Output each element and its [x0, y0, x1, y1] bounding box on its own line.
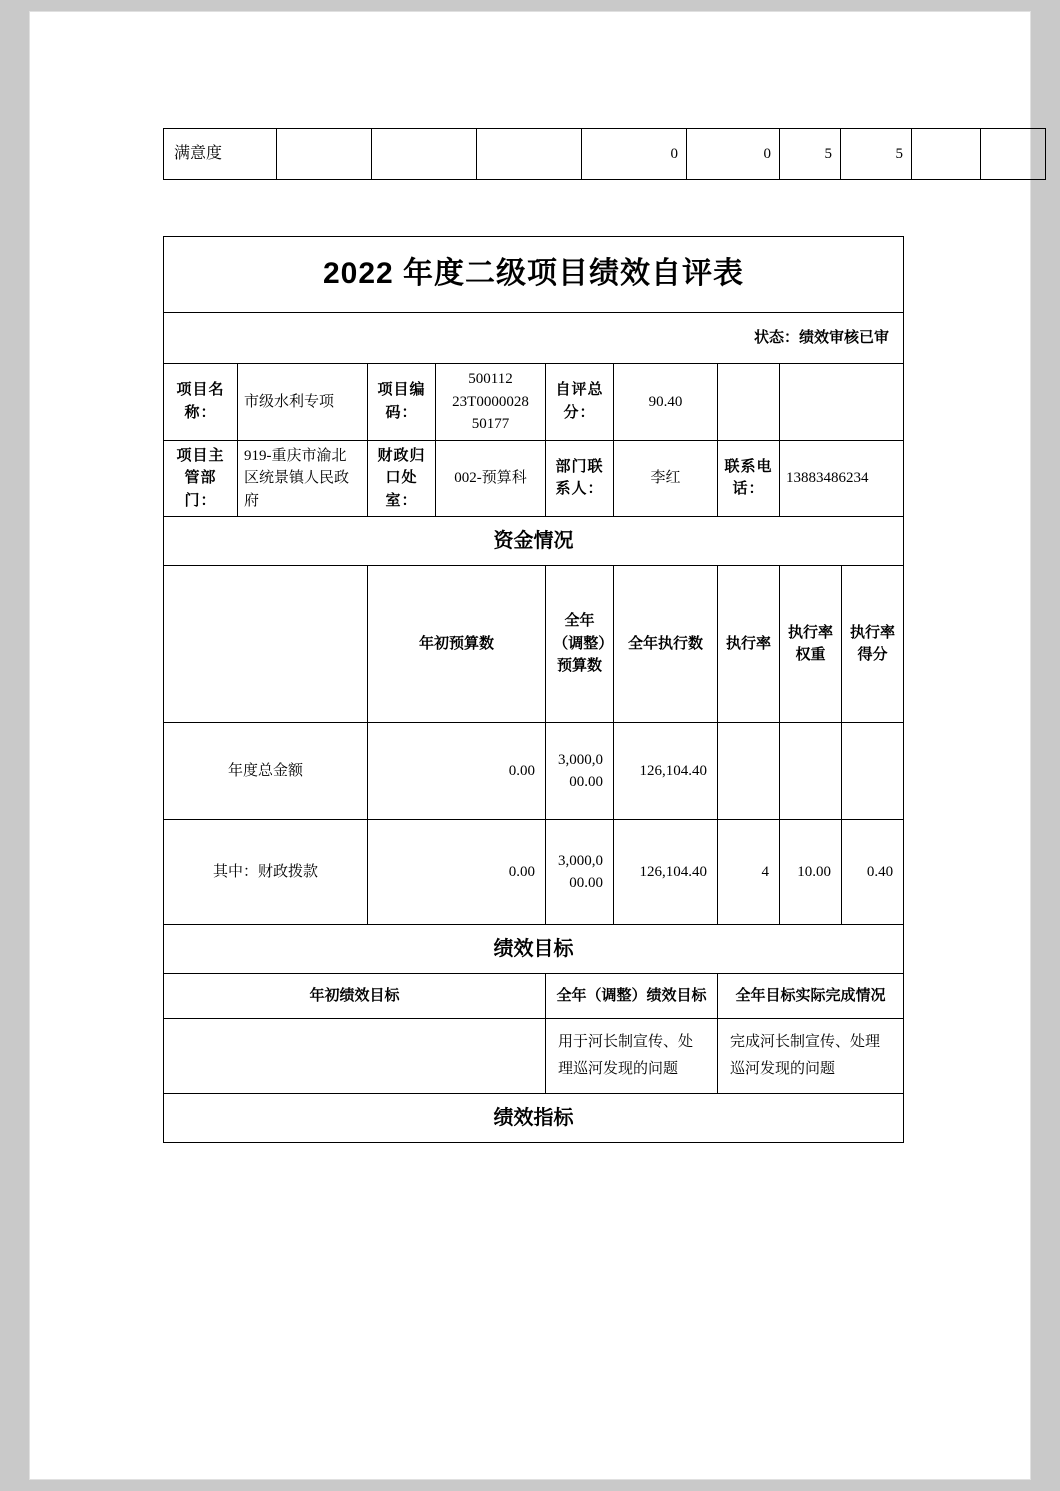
dept-value: 919-重庆市渝北区统景镇人民政府 — [238, 440, 368, 517]
status-row — [164, 313, 904, 364]
strip-cell-9 — [981, 129, 1046, 180]
title-row — [164, 237, 904, 313]
funds-row-score-total — [842, 723, 904, 820]
project-info-blank-2 — [780, 364, 904, 441]
indicators-section-row — [164, 1094, 904, 1143]
project-name-label: 项目名称： — [164, 364, 238, 441]
funds-row-adjusted-budget-fiscal: 3,000,000.00 — [546, 820, 614, 925]
goal-adjusted-value: 用于河长制宣传、处理巡河发现的问题 — [546, 1019, 718, 1094]
goals-section-title: 绩效目标 — [164, 925, 904, 974]
contact-phone-label: 联系电话： — [718, 440, 780, 517]
funds-row-name-fiscal: 其中：财政拨款 — [164, 820, 368, 925]
spacer — [163, 180, 903, 236]
funds-row-rate-fiscal: 4 — [718, 820, 780, 925]
funds-row-begin-budget-total: 0.00 — [368, 723, 546, 820]
table-row — [164, 129, 1046, 180]
performance-self-evaluation-table — [163, 236, 904, 1143]
strip-cell-4: 0 — [582, 129, 687, 180]
funds-header-begin-budget: 年初预算数 — [368, 566, 546, 723]
strip-cell-5: 0 — [687, 129, 780, 180]
dept-info-row — [164, 440, 904, 517]
strip-cell-3 — [477, 129, 582, 180]
project-info-row — [164, 364, 904, 441]
funds-row-rate-total — [718, 723, 780, 820]
page-title: 2022 年度二级项目绩效自评表 — [164, 237, 904, 313]
project-code-label: 项目编码： — [368, 364, 436, 441]
dept-label: 项目主管部门： — [164, 440, 238, 517]
funds-header-weight: 执行率权重 — [780, 566, 842, 723]
self-score-value: 90.40 — [614, 364, 718, 441]
strip-cell-6: 5 — [780, 129, 841, 180]
goals-header-actual: 全年目标实际完成情况 — [718, 974, 904, 1019]
finance-office-label: 财政归口处室： — [368, 440, 436, 517]
funds-header-rate: 执行率 — [718, 566, 780, 723]
document-page — [30, 12, 1030, 1479]
strip-cell-7: 5 — [841, 129, 912, 180]
finance-office-value: 002-预算科 — [436, 440, 546, 517]
strip-cell-2 — [372, 129, 477, 180]
funds-row-weight-total — [780, 723, 842, 820]
funds-section-title: 资金情况 — [164, 517, 904, 566]
project-name-value: 市级水利专项 — [238, 364, 368, 441]
funds-row-executed-total: 126,104.40 — [614, 723, 718, 820]
goal-begin-value — [164, 1019, 546, 1094]
funds-row-name-total: 年度总金额 — [164, 723, 368, 820]
contact-person-label: 部门联系人： — [546, 440, 614, 517]
contact-phone-value: 13883486234 — [780, 440, 904, 517]
funds-row-begin-budget-fiscal: 0.00 — [368, 820, 546, 925]
funds-row-adjusted-budget-total: 3,000,000.00 — [546, 723, 614, 820]
status-badge: 状态：绩效审核已审 — [164, 313, 904, 364]
goals-value-row — [164, 1019, 904, 1094]
goals-section-row — [164, 925, 904, 974]
goals-header-adjusted: 全年（调整）绩效目标 — [546, 974, 718, 1019]
funds-row-executed-fiscal: 126,104.40 — [614, 820, 718, 925]
funds-header-row — [164, 566, 904, 723]
document-content — [163, 128, 903, 1143]
project-code-value: 500112 23T0000028 50177 — [436, 364, 546, 441]
project-info-blank-1 — [718, 364, 780, 441]
funds-row-weight-fiscal: 10.00 — [780, 820, 842, 925]
funds-header-score: 执行率得分 — [842, 566, 904, 723]
satisfaction-strip-table — [163, 128, 1046, 180]
funds-header-adjusted-budget: 全年（调整）预算数 — [546, 566, 614, 723]
goal-actual-value: 完成河长制宣传、处理巡河发现的问题 — [718, 1019, 904, 1094]
goals-header-begin: 年初绩效目标 — [164, 974, 546, 1019]
funds-header-executed: 全年执行数 — [614, 566, 718, 723]
funds-section-row — [164, 517, 904, 566]
strip-cell-1 — [277, 129, 372, 180]
indicators-section-title: 绩效指标 — [164, 1094, 904, 1143]
funds-header-blank — [164, 566, 368, 723]
satisfaction-label: 满意度 — [164, 129, 277, 180]
contact-person-value: 李红 — [614, 440, 718, 517]
strip-cell-8 — [912, 129, 981, 180]
table-row — [164, 723, 904, 820]
table-row — [164, 820, 904, 925]
self-score-label: 自评总分： — [546, 364, 614, 441]
goals-header-row — [164, 974, 904, 1019]
funds-row-score-fiscal: 0.40 — [842, 820, 904, 925]
